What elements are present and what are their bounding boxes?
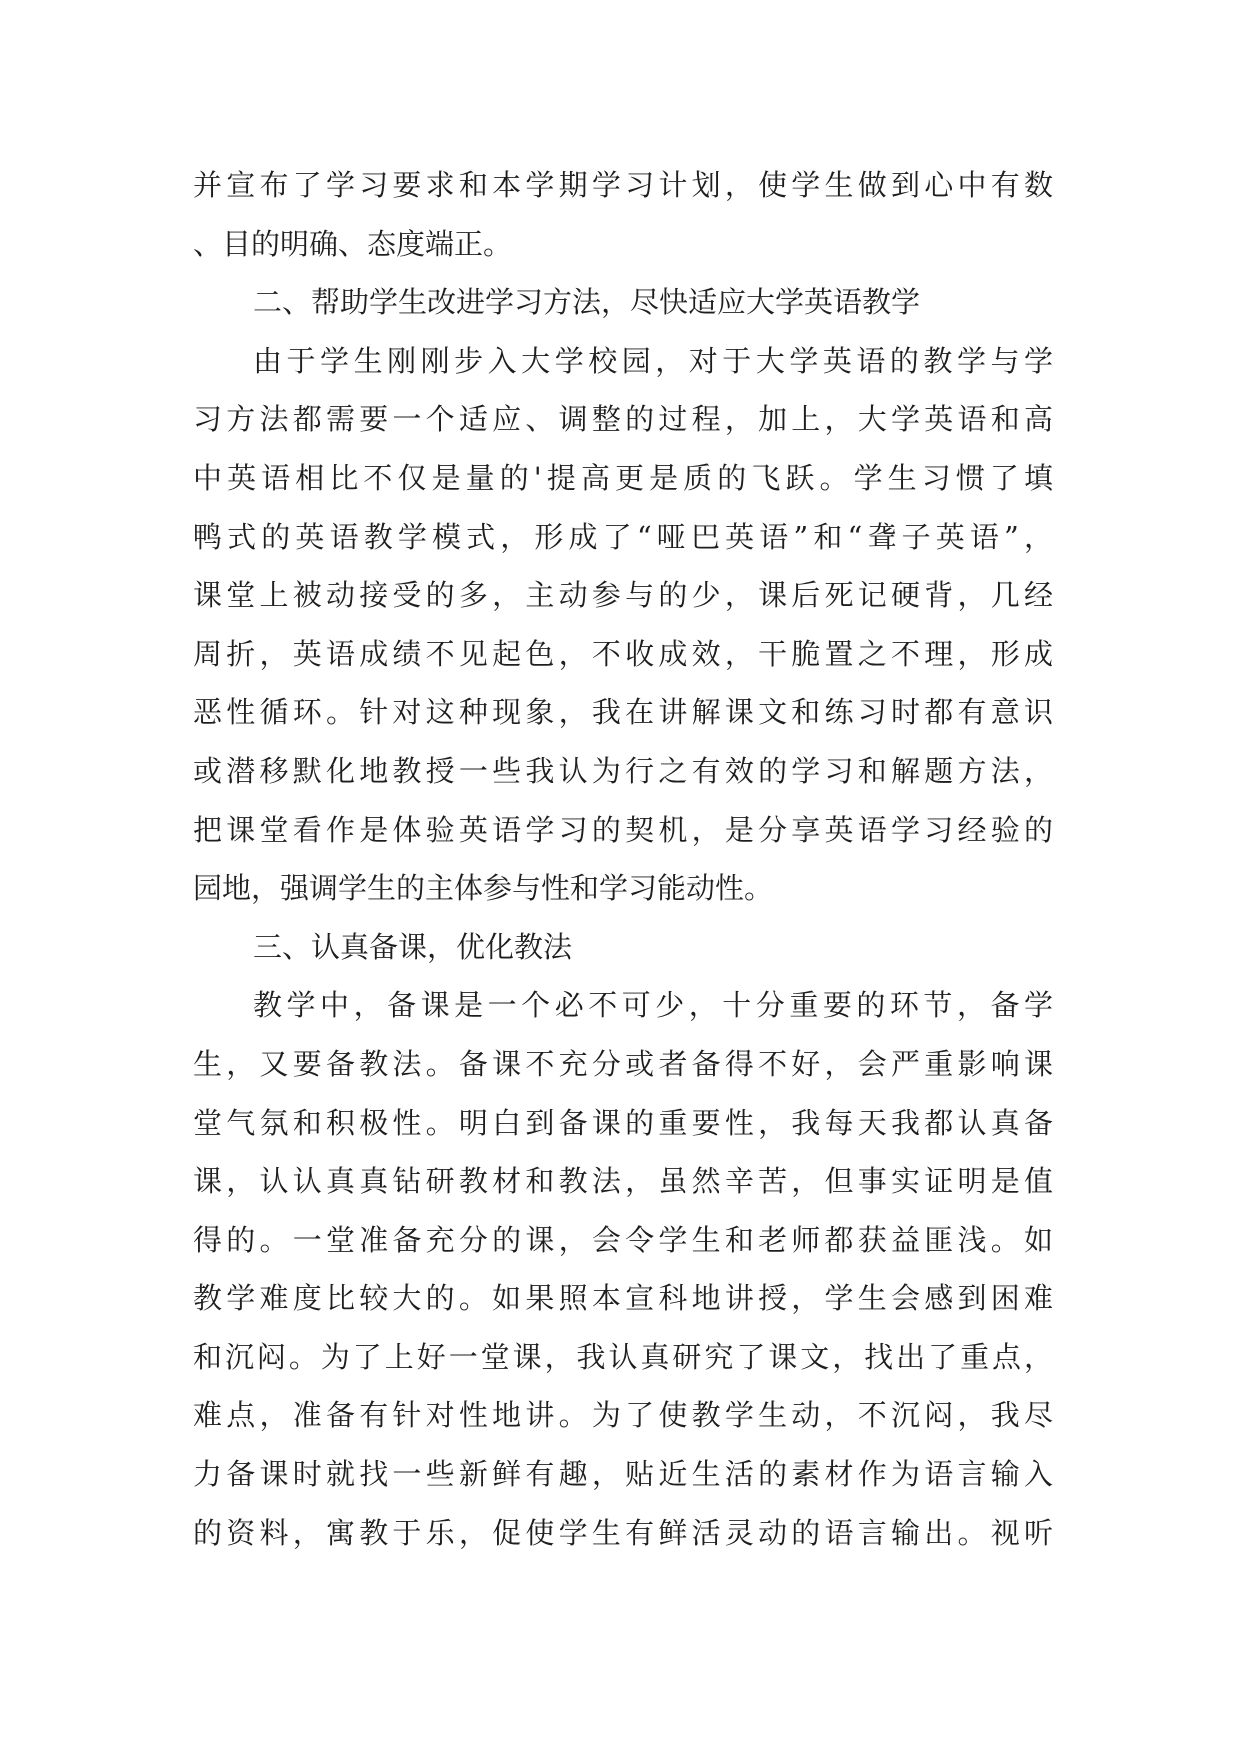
section-heading: 二、帮助学生改进学习方法，尽快适应大学英语教学: [253, 285, 921, 320]
document-body: [193, 156, 1053, 1562]
paragraph-first-line: 由于学生刚刚步入大学校园，对于大学英语的教学与学: [253, 343, 1053, 378]
text-line: 、目的明确、态度端正。: [193, 226, 513, 261]
text-line: 课，认认真真钻研教材和教法，虽然辛苦，但事实证明是值: [193, 1164, 1053, 1199]
text-line: 和沉闷。为了上好一堂课，我认真研究了课文，找出了重点，: [193, 1339, 1053, 1374]
text-line: 的资料，寓教于乐，促使学生有鲜活灵动的语言输出。视听: [193, 1515, 1053, 1550]
text-line: 鸭式的英语教学模式，形成了“哑巴英语”和“聋子英语”，: [193, 519, 1053, 554]
text-line: 并宣布了学习要求和本学期学习计划，使学生做到心中有数: [193, 168, 1053, 202]
text-line: 把课堂看作是体验英语学习的契机，是分享英语学习经验的: [193, 812, 1053, 847]
text-line: 恶性循环。针对这种现象，我在讲解课文和练习时都有意识: [193, 695, 1053, 730]
text-line: 课堂上被动接受的多，主动参与的少，课后死记硬背，几经: [193, 578, 1053, 613]
paragraph-first-line: 教学中，备课是一个必不可少，十分重要的环节，备学: [253, 988, 1053, 1023]
section-heading: 三、认真备课，优化教法: [253, 929, 573, 964]
text-line: 周折，英语成绩不见起色，不收成效，干脆置之不理，形成: [193, 636, 1053, 671]
text-line: 中英语相比不仅是量的'提高更是质的飞跃。学生习惯了填: [193, 460, 1053, 495]
text-line: 生，又要备教法。备课不充分或者备得不好，会严重影响课: [193, 1046, 1053, 1081]
text-line: 习方法都需要一个适应、调整的过程，加上，大学英语和高: [193, 402, 1053, 437]
text-line: 力备课时就找一些新鲜有趣，贴近生活的素材作为语言输入: [193, 1457, 1053, 1492]
text-line: 教学难度比较大的。如果照本宣科地讲授，学生会感到困难: [193, 1281, 1053, 1316]
text-line: 得的。一堂准备充分的课，会令学生和老师都获益匪浅。如: [193, 1222, 1053, 1257]
text-line: 或潜移默化地教授一些我认为行之有效的学习和解题方法，: [193, 753, 1053, 788]
text-line: 难点，准备有针对性地讲。为了使教学生动，不沉闷，我尽: [193, 1398, 1053, 1433]
text-line: 园地，强调学生的主体参与性和学习能动性。: [193, 871, 774, 906]
text-line: 堂气氛和积极性。明白到备课的重要性，我每天我都认真备: [193, 1105, 1053, 1140]
